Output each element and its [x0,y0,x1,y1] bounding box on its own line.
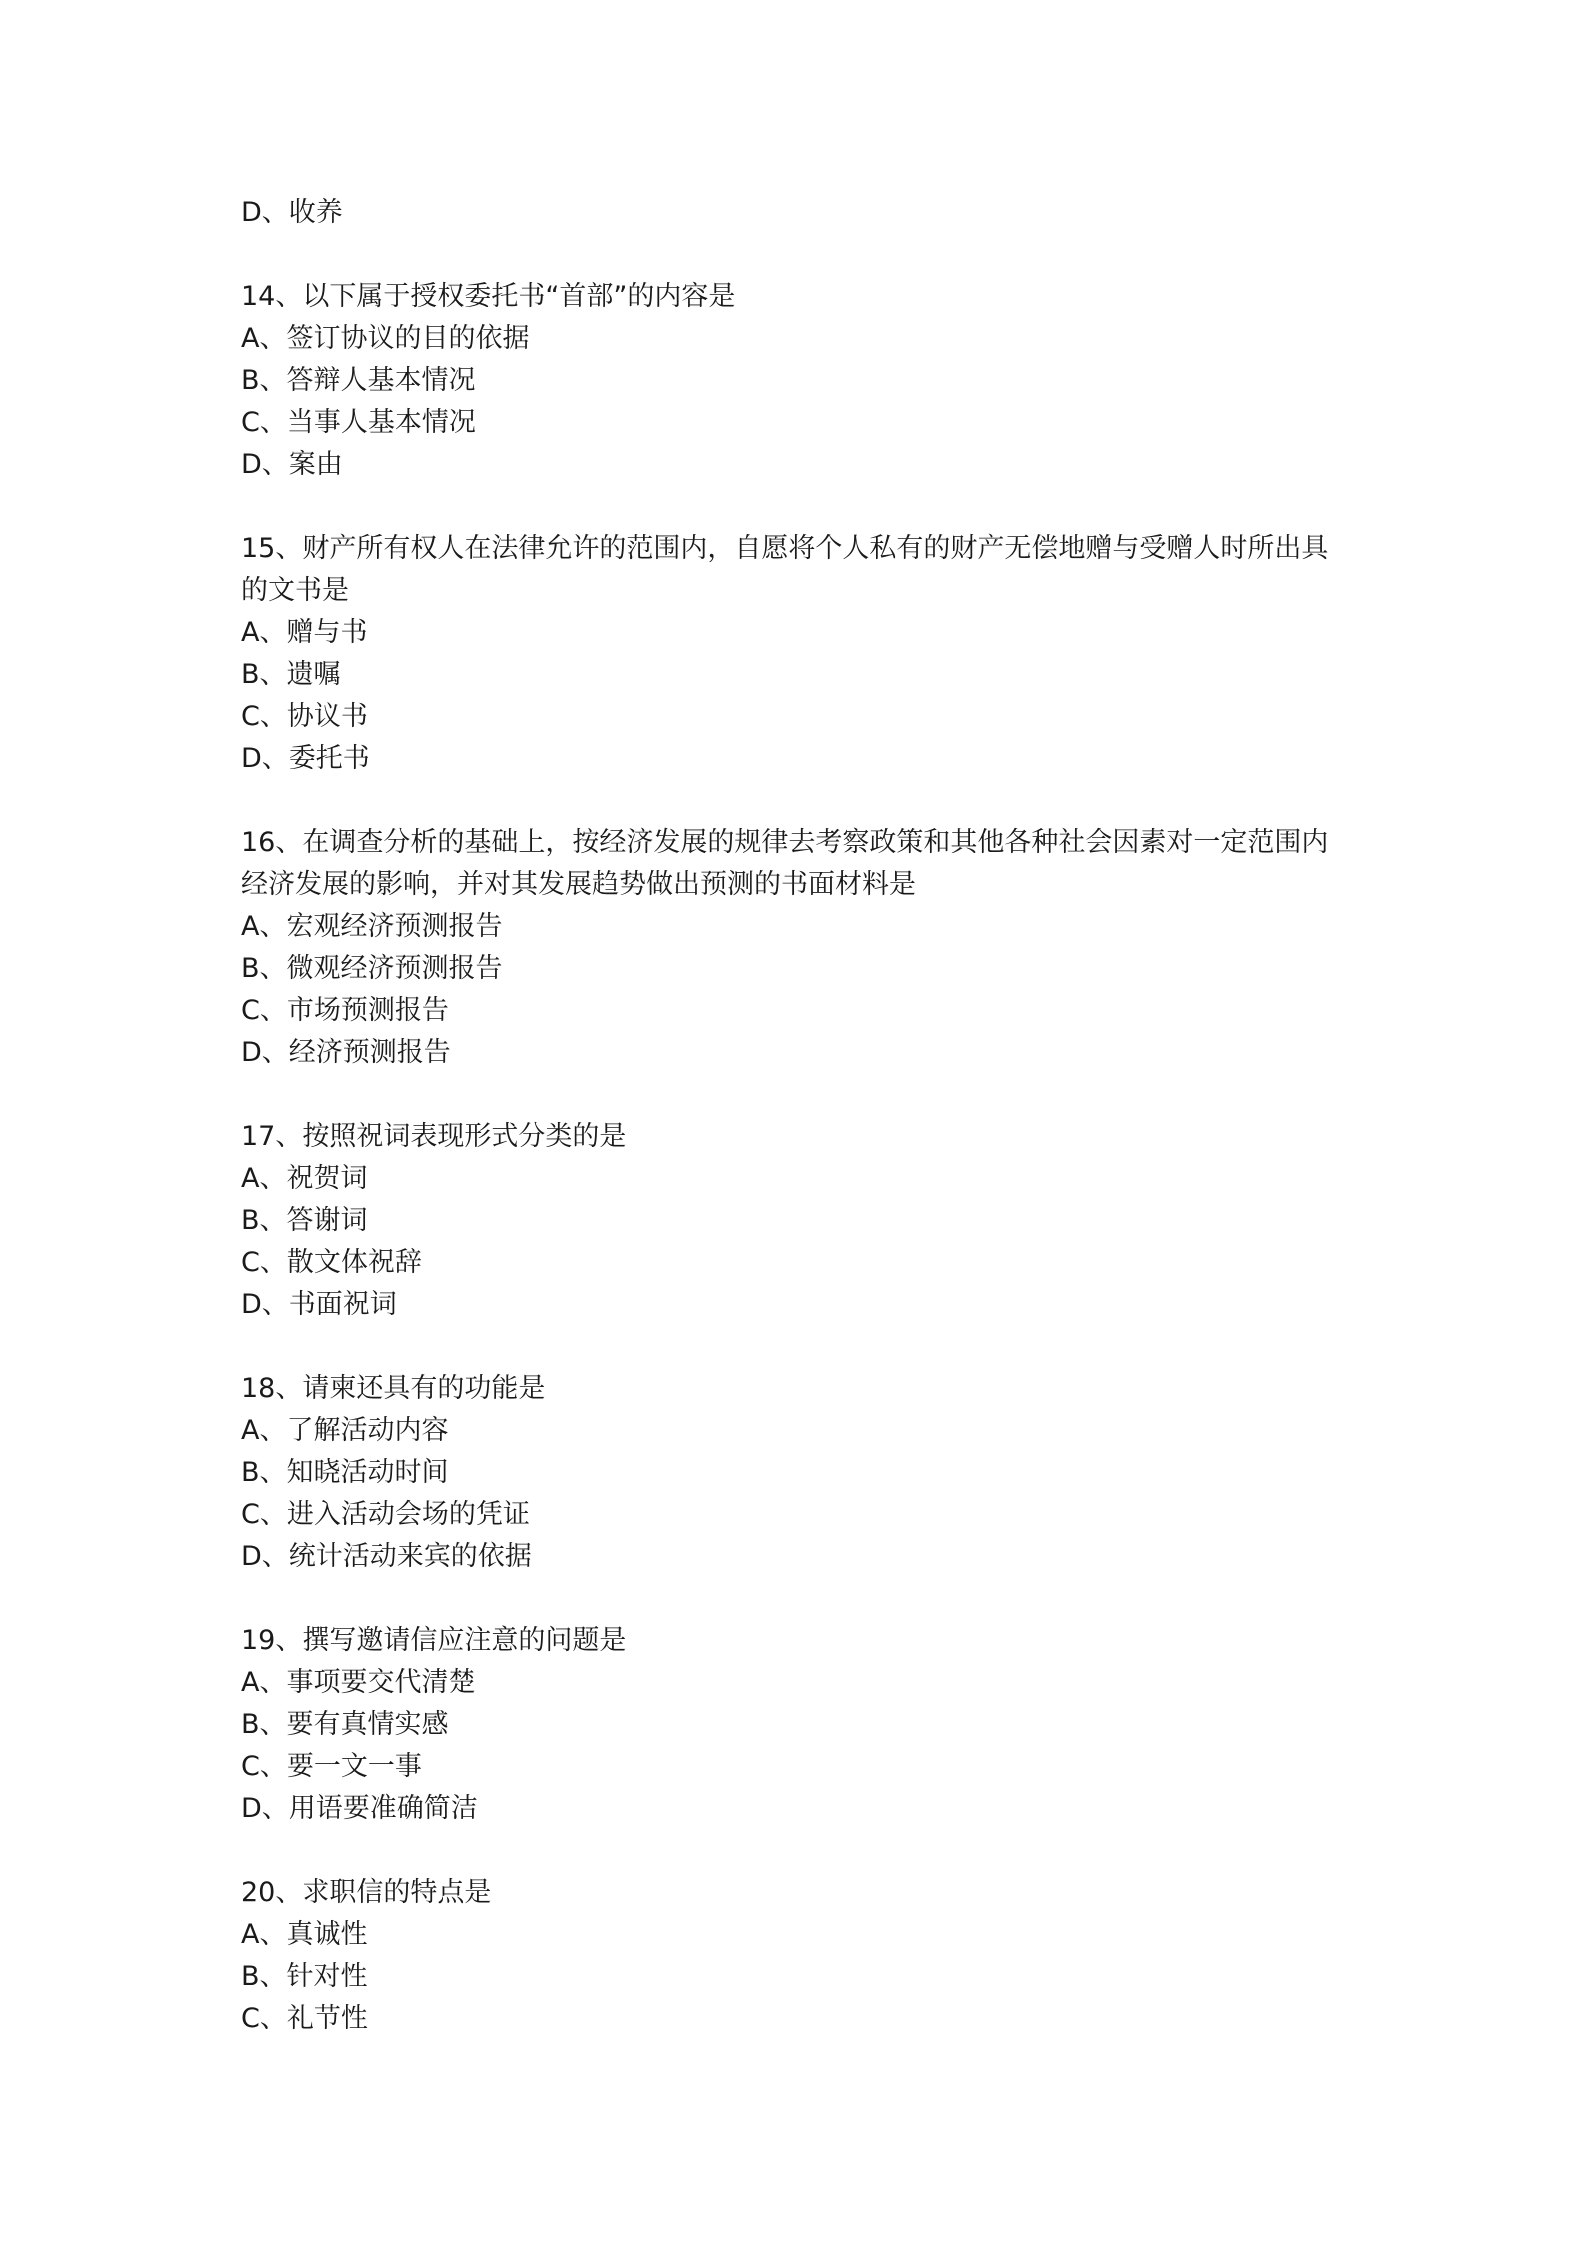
option-c: C、市场预测报告 [241,995,449,1026]
option-d: D、案由 [241,449,343,480]
option-c: C、协议书 [241,701,368,732]
option-d: D、书面祝词 [241,1289,397,1320]
question-list [241,192,1361,2040]
option-b: B、微观经济预测报告 [241,953,503,984]
option-b: B、遗嘱 [241,659,341,690]
question-stem-line-1: 15、财产所有权人在法律允许的范围内，自愿将个人私有的财产无偿地赠与受赠人时所出具 [241,533,1329,564]
option-b: B、知晓活动时间 [241,1457,449,1488]
option-c: C、进入活动会场的凭证 [241,1499,530,1530]
option-a: A、赠与书 [241,617,368,648]
option-d: D、经济预测报告 [241,1037,451,1068]
question-stem: 20、求职信的特点是 [241,1877,492,1908]
option-b: B、答谢词 [241,1205,368,1236]
question-stem-line-1: 16、在调查分析的基础上，按经济发展的规律去考察政策和其他各种社会因素对一定范围内 [241,827,1329,858]
option-b: B、针对性 [241,1961,368,1992]
option-a: A、祝贺词 [241,1163,368,1194]
question-stem: 14、以下属于授权委托书“首部”的内容是 [241,281,736,312]
question-18 [241,1368,1361,1578]
option-c: C、当事人基本情况 [241,407,476,438]
question-14 [241,276,1361,486]
option-d: D、统计活动来宾的依据 [241,1541,532,1572]
question-stem-line-2: 的文书是 [241,575,349,606]
question-16 [241,822,1361,1074]
option-b: B、要有真情实感 [241,1709,449,1740]
option-d: D、用语要准确简洁 [241,1793,478,1824]
question-stem: 19、撰写邀请信应注意的问题是 [241,1625,627,1656]
question-15 [241,528,1361,780]
option-a: A、宏观经济预测报告 [241,911,503,942]
option-b: B、答辩人基本情况 [241,365,476,396]
question-17 [241,1116,1361,1326]
question-stem: 18、请柬还具有的功能是 [241,1373,546,1404]
option-c: C、礼节性 [241,2003,368,2034]
option-a: A、真诚性 [241,1919,368,1950]
option-a: A、事项要交代清楚 [241,1667,476,1698]
option-d-prev-question: D、收养 [241,197,343,228]
option-a: A、签订协议的目的依据 [241,323,530,354]
option-a: A、了解活动内容 [241,1415,449,1446]
question-19 [241,1620,1361,1830]
question-20 [241,1872,1361,2040]
option-c: C、要一文一事 [241,1751,422,1782]
option-c: C、散文体祝辞 [241,1247,422,1278]
question-stem: 17、按照祝词表现形式分类的是 [241,1121,627,1152]
question-stem-line-2: 经济发展的影响，并对其发展趋势做出预测的书面材料是 [241,869,916,900]
option-d: D、委托书 [241,743,370,774]
